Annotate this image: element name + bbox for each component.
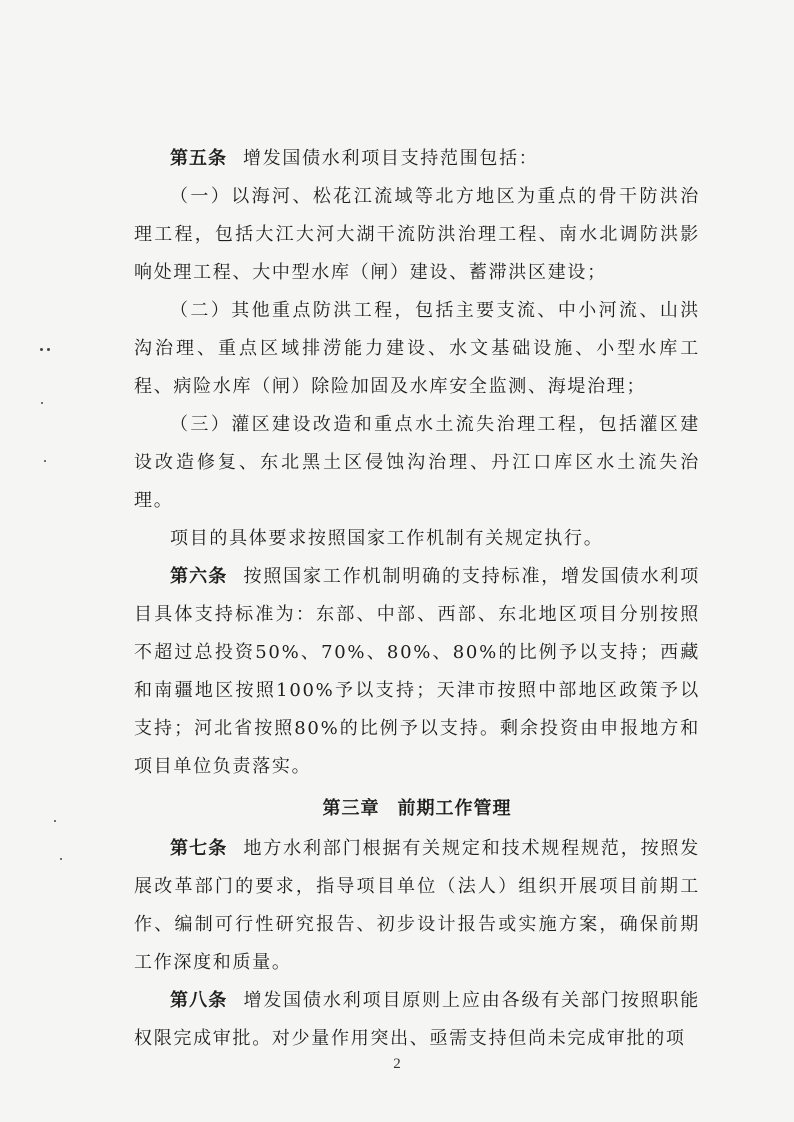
article-text: 增发国债水利项目原则上应由各级有关部门按照职能权限完成审批。对少量作用突出、亟需支持但尚未完成审批的项 [134,990,700,1049]
chapter-title: 前期工作管理 [397,798,512,819]
article-8-paragraph [134,982,700,1058]
article-heading: 第六条 [170,566,228,587]
article-5-paragraph [134,140,700,178]
chapter-heading [134,790,700,828]
scope-item-3-paragraph: （三）灌区建设改造和重点水土流失治理工程，包括灌区建设改造修复、东北黑土区侵蚀沟治理、丹江口库区水土流失治理。 [134,414,700,511]
article-text: 按照国家工作机制明确的支持标准，增发国债水利项目具体支持标准为：东部、中部、西部、东北地区项目分别按照不超过总投资50%、70%、80%、80%的比例予以支持；西藏和南疆地区按照100%予以支持；天津市按照中部地区政策予以支持；河北省按照80%的比例予以支持。剩余投资由申报地方和项目单位负责落实。 [134,566,700,777]
article-text: 增发国债水利项目支持范围包括： [243,148,539,169]
scan-speck [54,820,56,822]
article-heading: 第五条 [170,148,227,169]
article-heading: 第八条 [170,990,228,1011]
article-7-paragraph [134,830,700,982]
requirements-paragraph: 项目的具体要求按照国家工作机制有关规定执行。 [170,528,604,549]
page-number: 2 [393,1056,401,1072]
scope-item-1-paragraph: （一）以海河、松花江流域等北方地区为重点的骨干防洪治理工程，包括大江大河大湖干流防洪治理工程、南水北调防洪影响处理工程、大中型水库（闸）建设、蓄滞洪区建设； [134,186,700,283]
scan-speck [44,460,46,462]
document-body [134,140,700,1058]
scan-speck [40,348,43,351]
chapter-number: 第三章 [322,798,380,819]
article-heading: 第七条 [170,838,228,859]
article-text: 地方水利部门根据有关规定和技术规程规范，按照发展改革部门的要求，指导项目单位（法人）组织开展项目前期工作、编制可行性研究报告、初步设计报告或实施方案，确保前期工作深度和质量。 [134,838,700,973]
scan-speck [60,858,62,860]
scan-speck [41,402,43,404]
article-6-paragraph [134,558,700,786]
scope-item-2-paragraph: （二）其他重点防洪工程，包括主要支流、中小河流、山洪沟治理、重点区域排涝能力建设、水文基础设施、小型水库工程、病险水库（闸）除险加固及水库安全监测、海堤治理； [134,300,700,397]
scan-speck [47,348,50,351]
